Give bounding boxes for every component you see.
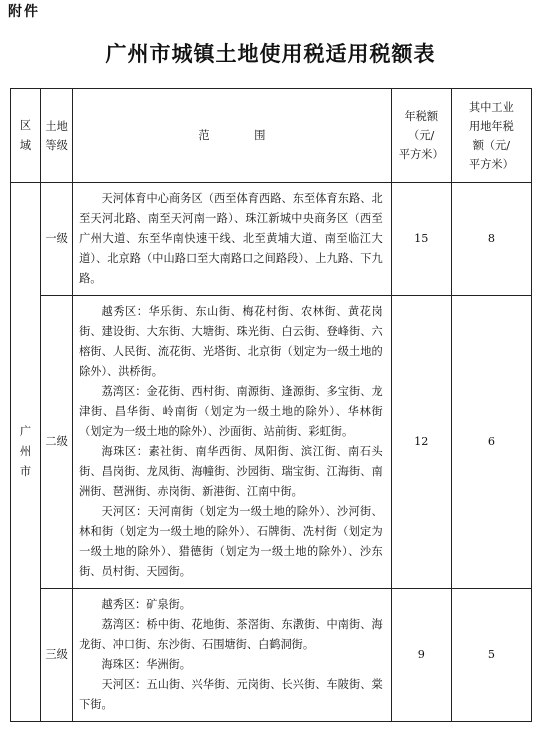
table-header-row xyxy=(11,89,532,183)
header-industrial-tax-line: 平方米） xyxy=(469,157,514,171)
industrial-tax-cell: 5 xyxy=(451,589,531,722)
region-cell xyxy=(11,183,41,722)
scope-paragraph: 天河区：天河南街（划定为一级土地的除外）、沙河街、林和街（划定为一级土地的除外）、石牌街、冼村街（划定为一级土地的除外）、猎德街（划定为一级土地的除外）、沙东街、员村街、天园街。 xyxy=(79,505,383,578)
grade-cell: 一级 xyxy=(41,183,73,296)
industrial-tax-cell: 6 xyxy=(451,296,531,589)
table-row-grade-3 xyxy=(11,589,532,722)
region-name-char: 州 xyxy=(19,445,32,458)
header-region xyxy=(11,89,41,183)
header-industrial-tax-line: 其中工业 xyxy=(469,100,514,114)
grade-cell: 二级 xyxy=(41,296,73,589)
header-annual-tax-line: （元/ xyxy=(408,129,435,142)
scope-paragraph: 荔湾区：桥中街、花地街、茶滘街、东漖街、中南街、海龙街、冲口街、东沙街、石围塘街、白鹤洞街。 xyxy=(79,618,383,651)
tax-rate-table xyxy=(10,88,532,722)
header-grade-line: 等级 xyxy=(45,138,68,152)
header-annual-tax-line: 平方米） xyxy=(398,148,444,161)
scope-paragraph: 越秀区：矿泉街。 xyxy=(101,598,191,611)
header-annual-tax xyxy=(391,89,451,183)
header-region-line: 域 xyxy=(19,138,32,152)
header-scope: 范 围 xyxy=(73,89,392,183)
scope-paragraph: 天河区：五山街、兴华街、元岗街、长兴街、车陂街、棠下街。 xyxy=(79,678,383,711)
header-grade xyxy=(41,89,73,183)
region-name-char: 市 xyxy=(19,465,32,478)
header-grade-line: 土地 xyxy=(45,119,68,133)
industrial-tax-cell: 8 xyxy=(451,183,531,296)
table-row-grade-1 xyxy=(11,183,532,296)
header-region-line: 区 xyxy=(19,118,32,132)
header-industrial-tax-line: 用地年税 xyxy=(469,119,514,133)
scope-paragraph: 荔湾区：金花街、西村街、南源街、逢源街、多宝街、龙津街、昌华街、岭南街（划定为一级土地的除外）、华林街（划定为一级土地的除外）、沙面街、站前街、彩虹街。 xyxy=(79,385,383,438)
scope-paragraph: 海珠区：华洲街。 xyxy=(101,658,191,671)
header-annual-tax-line: 年税额 xyxy=(404,110,439,123)
scope-paragraph: 海珠区：素社街、南华西街、凤阳街、滨江街、南石头街、昌岗街、龙凤街、海幢街、沙园街、瑞宝街、江海街、南洲街、琶洲街、赤岗街、新港街、江南中街。 xyxy=(79,445,383,498)
annual-tax-cell: 15 xyxy=(391,183,451,296)
region-name-char: 广 xyxy=(19,425,32,438)
annual-tax-cell: 9 xyxy=(391,589,451,722)
scope-cell xyxy=(73,183,392,296)
attachment-label: 附件 xyxy=(8,4,40,20)
scope-cell xyxy=(73,589,392,722)
grade-cell: 三级 xyxy=(41,589,73,722)
header-industrial-tax xyxy=(451,89,531,183)
annual-tax-cell: 12 xyxy=(391,296,451,589)
document-title: 广州市城镇土地使用税适用税额表 xyxy=(105,41,436,66)
scope-paragraph: 越秀区：华乐街、东山街、梅花村街、农林街、黄花岗街、建设街、大东街、大塘街、珠光街、白云街、登峰街、六榕街、人民街、流花街、光塔街、北京街（划定为一级土地的除外）、洪桥街。 xyxy=(79,305,383,378)
table-row-grade-2 xyxy=(11,296,532,589)
scope-cell xyxy=(73,296,392,589)
scope-paragraph: 天河体育中心商务区（西至体育西路、东至体育东路、北至天河北路、南至天河南一路）、珠江新城中央商务区（西至广州大道、东至华南快速干线、北至黄埔大道、南至临江大道）、北京路（中山路口至大南路口之间路段）、上九路、下九路。 xyxy=(79,192,383,285)
header-industrial-tax-line: 额（元/ xyxy=(472,138,511,152)
